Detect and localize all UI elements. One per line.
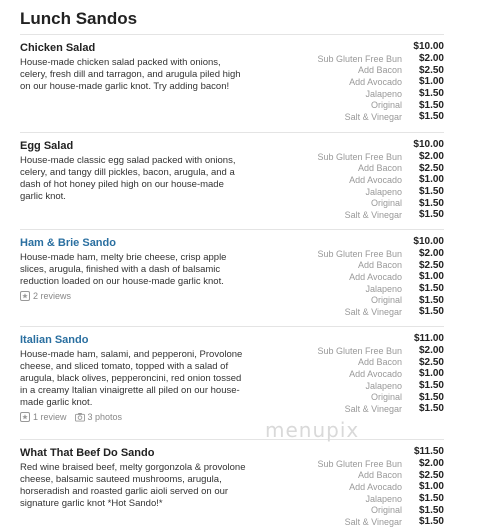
option-label: Sub Gluten Free Bun — [317, 458, 402, 469]
option-row — [244, 186, 444, 198]
option-price: $1.50 — [418, 516, 444, 528]
option-price: $1.50 — [418, 294, 444, 306]
option-row — [244, 76, 444, 88]
menu-item — [20, 326, 444, 439]
item-description: House-made chicken salad packed with onions, celery, fresh dill and tarragon, and arugula piled high on our house-made garlic knot. Try adding bacon! — [20, 57, 241, 92]
option-label: Salt & Vinegar — [344, 111, 402, 122]
option-row — [244, 197, 444, 209]
option-price: $2.50 — [418, 64, 444, 76]
item-prices — [244, 236, 444, 318]
option-row — [244, 99, 444, 111]
option-price: $1.00 — [418, 271, 444, 283]
option-row — [244, 403, 444, 415]
item-info — [20, 446, 248, 510]
reviews-link[interactable] — [20, 412, 67, 422]
item-name[interactable]: Ham & Brie Sando — [20, 237, 116, 249]
option-row — [244, 470, 444, 482]
option-row — [244, 516, 444, 528]
item-price: $11.50 — [413, 446, 444, 457]
item-info — [20, 333, 248, 422]
option-label: Sub Gluten Free Bun — [317, 53, 402, 64]
section-title: Lunch Sandos — [20, 9, 138, 28]
option-price: $1.50 — [418, 88, 444, 100]
option-price: $2.00 — [418, 53, 444, 65]
option-price: $2.00 — [418, 151, 444, 163]
option-label: Jalapeno — [365, 88, 402, 99]
option-row — [244, 294, 444, 306]
option-label: Sub Gluten Free Bun — [317, 151, 402, 162]
menu-item — [20, 34, 444, 132]
option-row — [244, 391, 444, 403]
option-price: $2.00 — [418, 345, 444, 357]
option-row — [244, 260, 444, 272]
option-label: Original — [370, 392, 402, 403]
option-label: Jalapeno — [365, 380, 402, 391]
item-prices — [244, 139, 444, 221]
option-label: Add Avocado — [349, 481, 402, 492]
option-label: Add Bacon — [357, 357, 402, 368]
option-row — [244, 345, 444, 357]
item-description: House-made classic egg salad packed with onions, celery, and tangy dill pickles, bacon, arugula, and a dash of hot honey piled high on our house-made garlic knot. — [20, 155, 236, 202]
option-price: $1.50 — [418, 111, 444, 123]
option-row — [244, 357, 444, 369]
option-label: Salt & Vinegar — [344, 209, 402, 220]
option-price: $1.50 — [418, 99, 444, 111]
option-label: Original — [370, 100, 402, 111]
option-price: $1.50 — [418, 380, 444, 392]
option-label: Salt & Vinegar — [344, 403, 402, 414]
option-row — [244, 248, 444, 260]
option-row — [244, 481, 444, 493]
option-price: $1.50 — [418, 209, 444, 221]
option-price: $1.50 — [418, 283, 444, 295]
item-info — [20, 139, 248, 203]
option-row — [244, 504, 444, 516]
option-label: Salt & Vinegar — [344, 516, 402, 527]
item-description: House-made ham, melty brie cheese, crisp apple slices, arugula, finished with a dash of balsamic reduction loaded on our house-made garlic knot. — [20, 252, 227, 287]
item-prices — [244, 333, 444, 415]
option-price: $2.50 — [418, 469, 444, 481]
option-row — [244, 174, 444, 186]
option-price: $1.50 — [418, 186, 444, 198]
item-price: $11.00 — [413, 333, 444, 344]
item-name: Chicken Salad — [20, 42, 96, 54]
option-row — [244, 163, 444, 175]
option-label: Jalapeno — [365, 493, 402, 504]
option-row — [244, 53, 444, 65]
item-name: What That Beef Do Sando — [20, 447, 155, 459]
option-price: $2.00 — [418, 458, 444, 470]
option-label: Jalapeno — [365, 186, 402, 197]
option-row — [244, 380, 444, 392]
option-price: $1.50 — [418, 403, 444, 415]
option-label: Add Bacon — [357, 260, 402, 271]
option-row — [244, 65, 444, 77]
photos-count: 3 photos — [87, 412, 123, 422]
reviews-count: 1 review — [33, 412, 67, 422]
option-price: $1.00 — [418, 481, 444, 493]
reviews-count: 2 reviews — [33, 291, 72, 301]
item-name: Egg Salad — [20, 140, 74, 152]
item-price: $10.00 — [413, 41, 444, 52]
option-label: Add Bacon — [357, 163, 402, 174]
menu-item — [20, 229, 444, 326]
option-price: $1.50 — [418, 504, 444, 516]
item-price: $10.00 — [413, 236, 444, 247]
option-price: $1.50 — [418, 306, 444, 318]
option-label: Sub Gluten Free Bun — [317, 248, 402, 259]
item-description: Red wine braised beef, melty gorgonzola & provolone cheese, balsamic sauteed mushrooms, arugula, horseradish and roasted garlic aioli served on our signature garlic knot *Hot Sando!* — [20, 462, 246, 509]
menu-item — [20, 439, 444, 530]
option-label: Original — [370, 295, 402, 306]
option-label: Original — [370, 198, 402, 209]
option-price: $1.50 — [418, 197, 444, 209]
option-label: Original — [370, 505, 402, 516]
item-price: $10.00 — [413, 139, 444, 150]
option-label: Add Bacon — [357, 65, 402, 76]
option-label: Jalapeno — [365, 283, 402, 294]
option-label: Sub Gluten Free Bun — [317, 345, 402, 356]
option-label: Add Avocado — [349, 271, 402, 282]
option-label: Salt & Vinegar — [344, 306, 402, 317]
option-price: $1.50 — [418, 391, 444, 403]
option-row — [244, 151, 444, 163]
option-label: Add Bacon — [357, 470, 402, 481]
item-prices — [244, 446, 444, 528]
option-row — [244, 493, 444, 505]
menu-list — [20, 34, 444, 530]
item-info — [20, 41, 248, 93]
option-price: $2.50 — [418, 259, 444, 271]
option-row — [244, 111, 444, 123]
review-icon — [20, 412, 30, 422]
option-price: $2.50 — [418, 356, 444, 368]
item-prices — [244, 41, 444, 123]
option-label: Add Avocado — [349, 174, 402, 185]
item-description: House-made ham, salami, and pepperoni, Provolone cheese, and sliced tomato, topped with a salad of arugula, black olives, pepperoncini, red onion tossed in a creamy Italian vinaigrette all piled on our house-made garlic knot. — [20, 349, 243, 408]
option-row — [244, 283, 444, 295]
option-row — [244, 209, 444, 221]
option-row — [244, 306, 444, 318]
item-info — [20, 236, 248, 301]
reviews-link[interactable] — [20, 291, 71, 301]
option-row — [244, 88, 444, 100]
option-label: Add Avocado — [349, 76, 402, 87]
item-meta — [20, 412, 248, 422]
option-price: $1.00 — [418, 368, 444, 380]
option-price: $1.50 — [418, 493, 444, 505]
watermark: menupix — [265, 418, 360, 442]
option-price: $2.00 — [418, 248, 444, 260]
option-price: $1.00 — [418, 174, 444, 186]
item-meta — [20, 291, 248, 301]
option-row — [244, 458, 444, 470]
review-icon — [20, 291, 30, 301]
item-name[interactable]: Italian Sando — [20, 334, 89, 346]
option-row — [244, 368, 444, 380]
option-label: Add Avocado — [349, 368, 402, 379]
option-price: $1.00 — [418, 76, 444, 88]
camera-icon — [75, 412, 85, 422]
option-row — [244, 271, 444, 283]
photos-link[interactable] — [75, 412, 123, 422]
option-price: $2.50 — [418, 162, 444, 174]
menu-item — [20, 132, 444, 229]
